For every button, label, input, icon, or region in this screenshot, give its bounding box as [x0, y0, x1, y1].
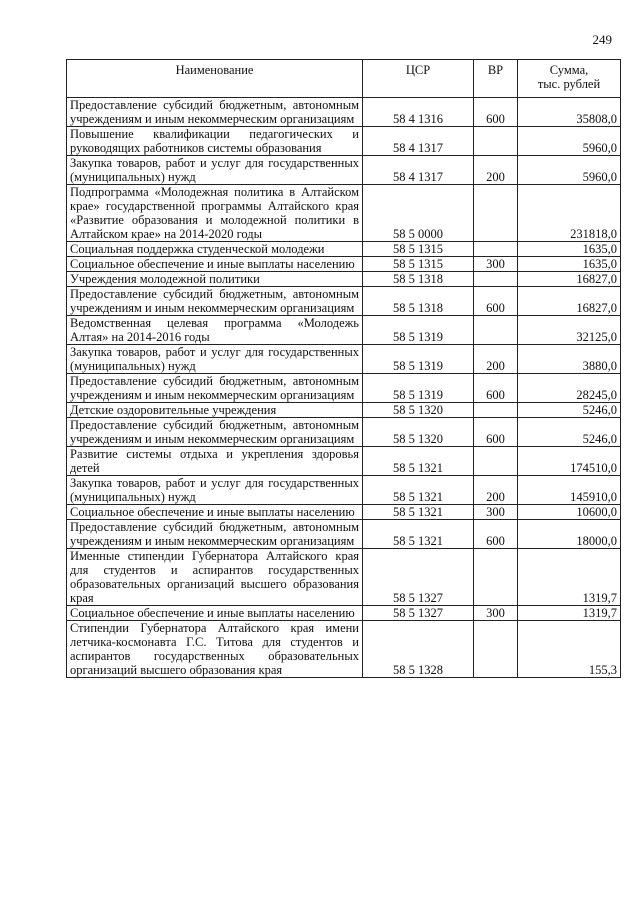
cell-name: Детские оздоровительные учреждения: [67, 403, 363, 418]
table-row: [67, 418, 621, 447]
cell-name: Предоставление субсидий бюджетным, автономным учреждениям и иным некоммерческим организациям: [67, 520, 363, 549]
cell-vr: [474, 549, 518, 606]
table-row: [67, 520, 621, 549]
header-sum-line1: Сумма,: [549, 63, 589, 77]
cell-sum: 16827,0: [518, 272, 621, 287]
cell-name: Социальное обеспечение и иные выплаты населению: [67, 257, 363, 272]
cell-sum: 155,3: [518, 621, 621, 678]
cell-csr: 58 4 1317: [363, 156, 474, 185]
cell-name: Социальное обеспечение и иные выплаты населению: [67, 606, 363, 621]
table-row: [67, 242, 621, 257]
table-row: [67, 287, 621, 316]
cell-sum: 1319,7: [518, 549, 621, 606]
cell-vr: 300: [474, 505, 518, 520]
header-name: Наименование: [67, 60, 363, 98]
table-row: [67, 374, 621, 403]
cell-vr: [474, 403, 518, 418]
cell-sum: 16827,0: [518, 287, 621, 316]
cell-sum: 5960,0: [518, 156, 621, 185]
cell-sum: 1635,0: [518, 257, 621, 272]
table-header-row: [67, 60, 621, 98]
table-row: [67, 345, 621, 374]
header-csr: ЦСР: [363, 60, 474, 98]
table-row: [67, 316, 621, 345]
cell-vr: 200: [474, 345, 518, 374]
cell-csr: 58 5 1319: [363, 374, 474, 403]
cell-vr: 200: [474, 156, 518, 185]
cell-vr: 600: [474, 418, 518, 447]
cell-sum: 28245,0: [518, 374, 621, 403]
page-number: 249: [592, 32, 612, 47]
cell-vr: [474, 447, 518, 476]
cell-csr: 58 5 1321: [363, 476, 474, 505]
table-row: [67, 98, 621, 127]
cell-sum: 145910,0: [518, 476, 621, 505]
cell-name: Предоставление субсидий бюджетным, автономным учреждениям и иным некоммерческим организациям: [67, 418, 363, 447]
cell-name: Закупка товаров, работ и услуг для государственных (муниципальных) нужд: [67, 476, 363, 505]
cell-name: Ведомственная целевая программа «Молодежь Алтая» на 2014-2016 годы: [67, 316, 363, 345]
table-row: [67, 257, 621, 272]
cell-name: Социальное обеспечение и иные выплаты населению: [67, 505, 363, 520]
cell-csr: 58 5 1327: [363, 549, 474, 606]
table-row: [67, 549, 621, 606]
cell-name: Предоставление субсидий бюджетным, автономным учреждениям и иным некоммерческим организациям: [67, 287, 363, 316]
table-row: [67, 156, 621, 185]
table-row: [67, 621, 621, 678]
cell-csr: 58 5 1318: [363, 272, 474, 287]
cell-name: Стипендии Губернатора Алтайского края имени летчика-космонавта Г.С. Титова для студентов и аспирантов государственных образовательных организаций высшего образования края: [67, 621, 363, 678]
cell-csr: 58 5 1328: [363, 621, 474, 678]
cell-csr: 58 4 1317: [363, 127, 474, 156]
cell-csr: 58 5 1315: [363, 242, 474, 257]
cell-sum: 32125,0: [518, 316, 621, 345]
cell-csr: 58 5 1321: [363, 520, 474, 549]
cell-name: Закупка товаров, работ и услуг для государственных (муниципальных) нужд: [67, 156, 363, 185]
cell-name: Учреждения молодежной политики: [67, 272, 363, 287]
cell-sum: 5246,0: [518, 403, 621, 418]
table-row: [67, 447, 621, 476]
cell-sum: 174510,0: [518, 447, 621, 476]
cell-name: Предоставление субсидий бюджетным, автономным учреждениям и иным некоммерческим организациям: [67, 98, 363, 127]
cell-sum: 18000,0: [518, 520, 621, 549]
cell-name: Подпрограмма «Молодежная политика в Алтайском крае» государственной программы Алтайского края «Развитие образования и молодежной политики в Алтайском крае» на 2014-2020 годы: [67, 185, 363, 242]
cell-vr: [474, 316, 518, 345]
cell-sum: 5960,0: [518, 127, 621, 156]
cell-name: Именные стипендии Губернатора Алтайского края для студентов и аспирантов государственных образовательных организаций высшего образования края: [67, 549, 363, 606]
cell-csr: 58 5 1321: [363, 505, 474, 520]
cell-vr: 600: [474, 98, 518, 127]
cell-sum: 3880,0: [518, 345, 621, 374]
cell-name: Предоставление субсидий бюджетным, автономным учреждениям и иным некоммерческим организациям: [67, 374, 363, 403]
header-sum-line2: тыс. рублей: [537, 77, 601, 91]
cell-vr: 600: [474, 374, 518, 403]
table-row: [67, 185, 621, 242]
cell-csr: 58 5 0000: [363, 185, 474, 242]
cell-csr: 58 4 1316: [363, 98, 474, 127]
table-row: [67, 505, 621, 520]
cell-sum: 231818,0: [518, 185, 621, 242]
cell-sum: 1319,7: [518, 606, 621, 621]
table-row: [67, 606, 621, 621]
cell-name: Повышение квалификации педагогических и руководящих работников системы образования: [67, 127, 363, 156]
cell-sum: 1635,0: [518, 242, 621, 257]
table-row: [67, 403, 621, 418]
cell-name: Закупка товаров, работ и услуг для государственных (муниципальных) нужд: [67, 345, 363, 374]
cell-sum: 35808,0: [518, 98, 621, 127]
cell-csr: 58 5 1315: [363, 257, 474, 272]
cell-vr: [474, 242, 518, 257]
cell-csr: 58 5 1319: [363, 316, 474, 345]
table-row: [67, 476, 621, 505]
cell-csr: 58 5 1321: [363, 447, 474, 476]
cell-vr: [474, 185, 518, 242]
cell-vr: [474, 127, 518, 156]
cell-vr: 300: [474, 606, 518, 621]
table-row: [67, 127, 621, 156]
cell-csr: 58 5 1327: [363, 606, 474, 621]
header-sum: [518, 60, 621, 98]
cell-csr: 58 5 1318: [363, 287, 474, 316]
cell-vr: [474, 621, 518, 678]
cell-name: Социальная поддержка студенческой молодежи: [67, 242, 363, 257]
cell-vr: 300: [474, 257, 518, 272]
cell-vr: [474, 272, 518, 287]
cell-sum: 5246,0: [518, 418, 621, 447]
cell-csr: 58 5 1320: [363, 403, 474, 418]
cell-csr: 58 5 1320: [363, 418, 474, 447]
cell-vr: 200: [474, 476, 518, 505]
cell-csr: 58 5 1319: [363, 345, 474, 374]
budget-table: [66, 59, 621, 678]
table-row: [67, 272, 621, 287]
cell-vr: 600: [474, 287, 518, 316]
header-vr: ВР: [474, 60, 518, 98]
cell-vr: 600: [474, 520, 518, 549]
cell-sum: 10600,0: [518, 505, 621, 520]
cell-name: Развитие системы отдыха и укрепления здоровья детей: [67, 447, 363, 476]
